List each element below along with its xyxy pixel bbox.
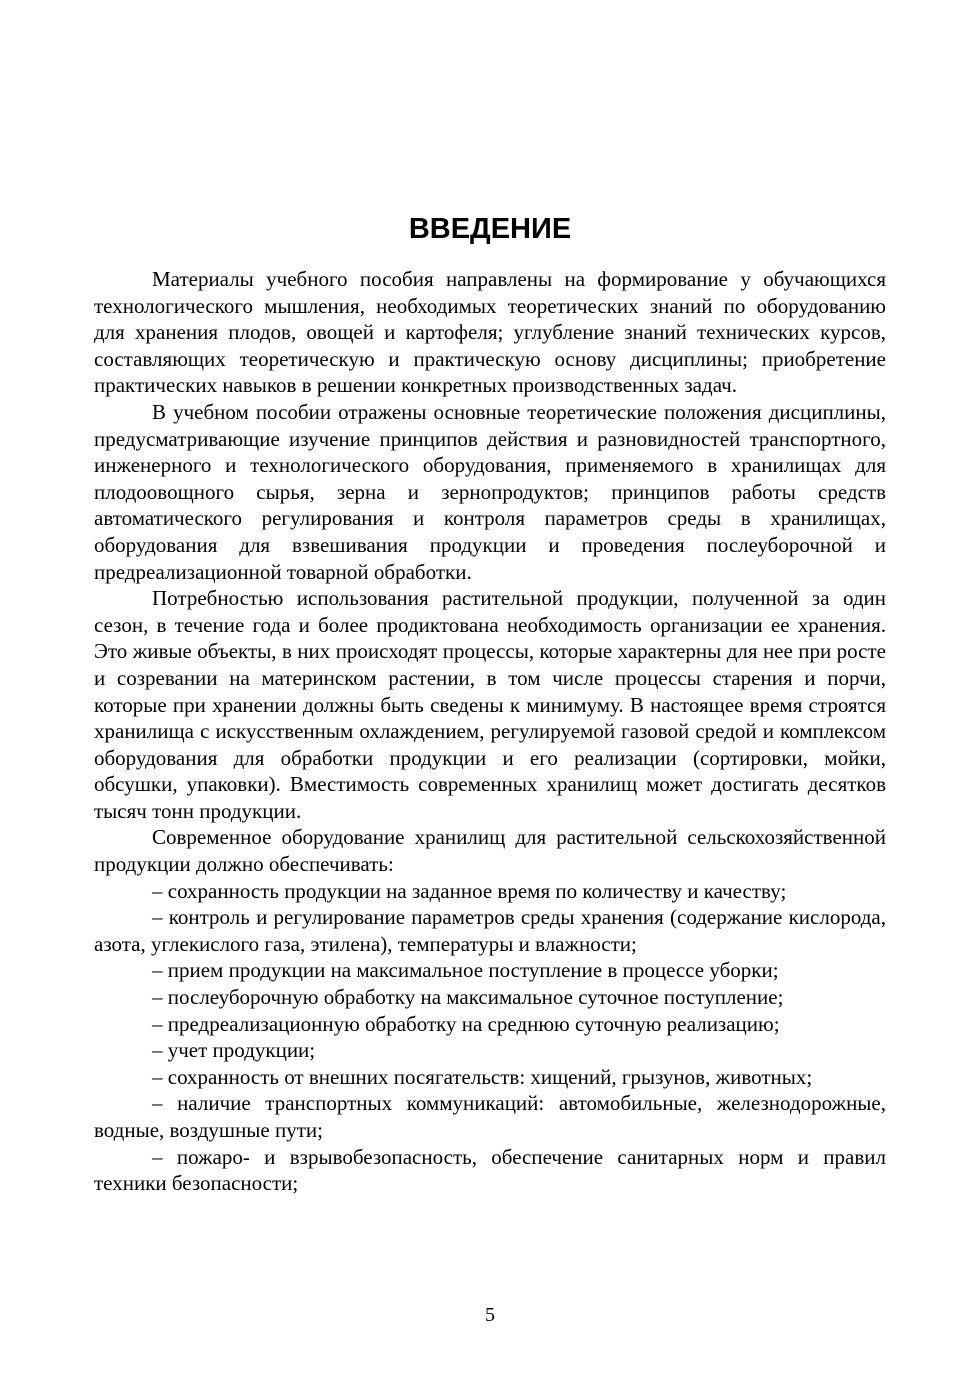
list-item: – наличие транспортных коммуникаций: автомобильные, железнодорожные, водные, воздушные пути;: [94, 1091, 886, 1142]
list-item: – пожаро- и взрывобезопасность, обеспечение санитарных норм и правил техники безопасности;: [94, 1144, 886, 1196]
list-item: – сохранность продукции на заданное время по количеству и качеству;: [152, 878, 787, 903]
paragraph-storage-need: Потребностью использования растительной продукции, полученной за один сезон, в течение года и более продиктована необходимость организации ее хранения. Это живые объекты, в них происходят процессы, которые характерны для нее при росте и созревании на материнском растении, в том числе процессы старения и порчи, которые при хранении должны быть сведены к минимуму. В настоящее время строятся хранилища с искусственным охлаждением, регулируемой газовой средой и комплексом оборудования для обработки продукции и его реализации (сортировки, мойки, обсушки, упаковки). Вместимость современных хранилищ может достигать десятков тысяч тонн продукции.: [94, 586, 886, 823]
page-title: ВВЕДЕНИЕ: [408, 213, 572, 245]
list-item: – прием продукции на максимальное поступление в процессе уборки;: [152, 958, 779, 983]
list-item: – контроль и регулирование параметров среды хранения (содержание кислорода, азота, углекислого газа, этилена), температуры и влажности;: [94, 905, 886, 956]
body-text: [94, 266, 886, 1197]
list-item: – учет продукции;: [152, 1038, 316, 1063]
list-item: – предреализационную обработку на среднюю суточную реализацию;: [152, 1011, 780, 1036]
paragraph-intro-materials: Материалы учебного пособия направлены на формирование у обучающихся технологического мышления, необходимых теоретических знаний по оборудованию для хранения плодов, овощей и картофеля; углубление знаний технических курсов, составляющих теоретическую и практическую основу дисциплины; приобретение практических навыков в решении конкретных производственных задач.: [94, 267, 886, 398]
list-item: – сохранность от внешних посягательств: хищений, грызунов, животных;: [152, 1064, 813, 1089]
page-number: 5: [485, 1304, 495, 1326]
paragraph-manual-contents: В учебном пособии отражены основные теоретические положения дисциплины, предусматривающие изучение принципов действия и разновидностей транспортного, инженерного и технологического оборудования, применяемого в хранилищах для плодоовощного сырья, зерна и зернопродуктов; принципов работы средств автоматического регулирования и контроля параметров среды в хранилищах, оборудования для взвешивания продукции и проведения послеуборочной и предреализационной товарной обработки.: [94, 399, 886, 584]
list-item: – послеуборочную обработку на максимальное суточное поступление;: [152, 985, 784, 1010]
paragraph-equipment-requirements: Современное оборудование хранилищ для растительной сельскохозяйственной продукции должно обеспечивать:: [94, 825, 886, 877]
